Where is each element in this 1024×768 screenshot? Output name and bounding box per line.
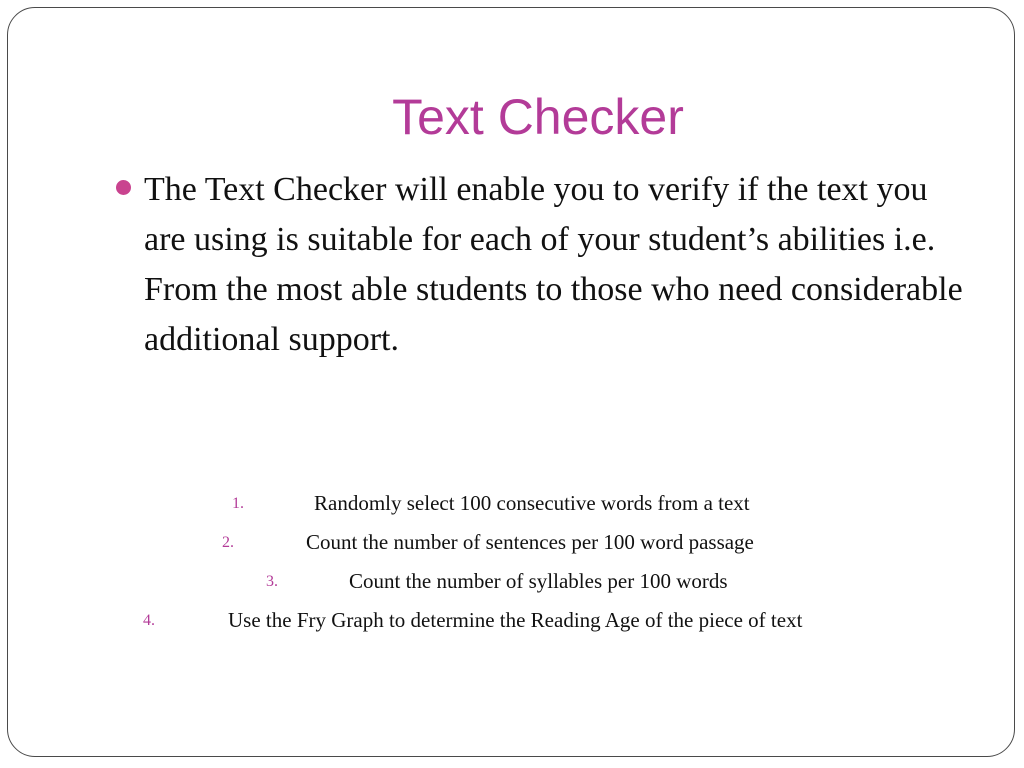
step-number: 4.: [143, 612, 155, 629]
step-text: Randomly select 100 consecutive words from a text: [314, 491, 750, 515]
step-item: [0, 484, 1024, 523]
step-number: 1.: [232, 495, 244, 512]
steps-list: [0, 484, 1024, 640]
step-item: [0, 562, 1024, 601]
slide-title: Text Checker: [392, 89, 684, 145]
step-number: 3.: [266, 573, 278, 590]
step-text: Count the number of syllables per 100 words: [349, 569, 728, 593]
main-bullet-text: The Text Checker will enable you to verify if the text you are using is suitable for each of your student’s abilities i.e. From the most able students to those who need considerable additional support.: [144, 171, 963, 358]
bullet-dot-icon: [116, 180, 131, 195]
step-number: 2.: [222, 534, 234, 551]
step-text: Use the Fry Graph to determine the Reading Age of the piece of text: [228, 608, 803, 632]
step-item: [0, 523, 1024, 562]
step-text: Count the number of sentences per 100 word passage: [306, 530, 754, 554]
step-item: [0, 601, 1024, 640]
